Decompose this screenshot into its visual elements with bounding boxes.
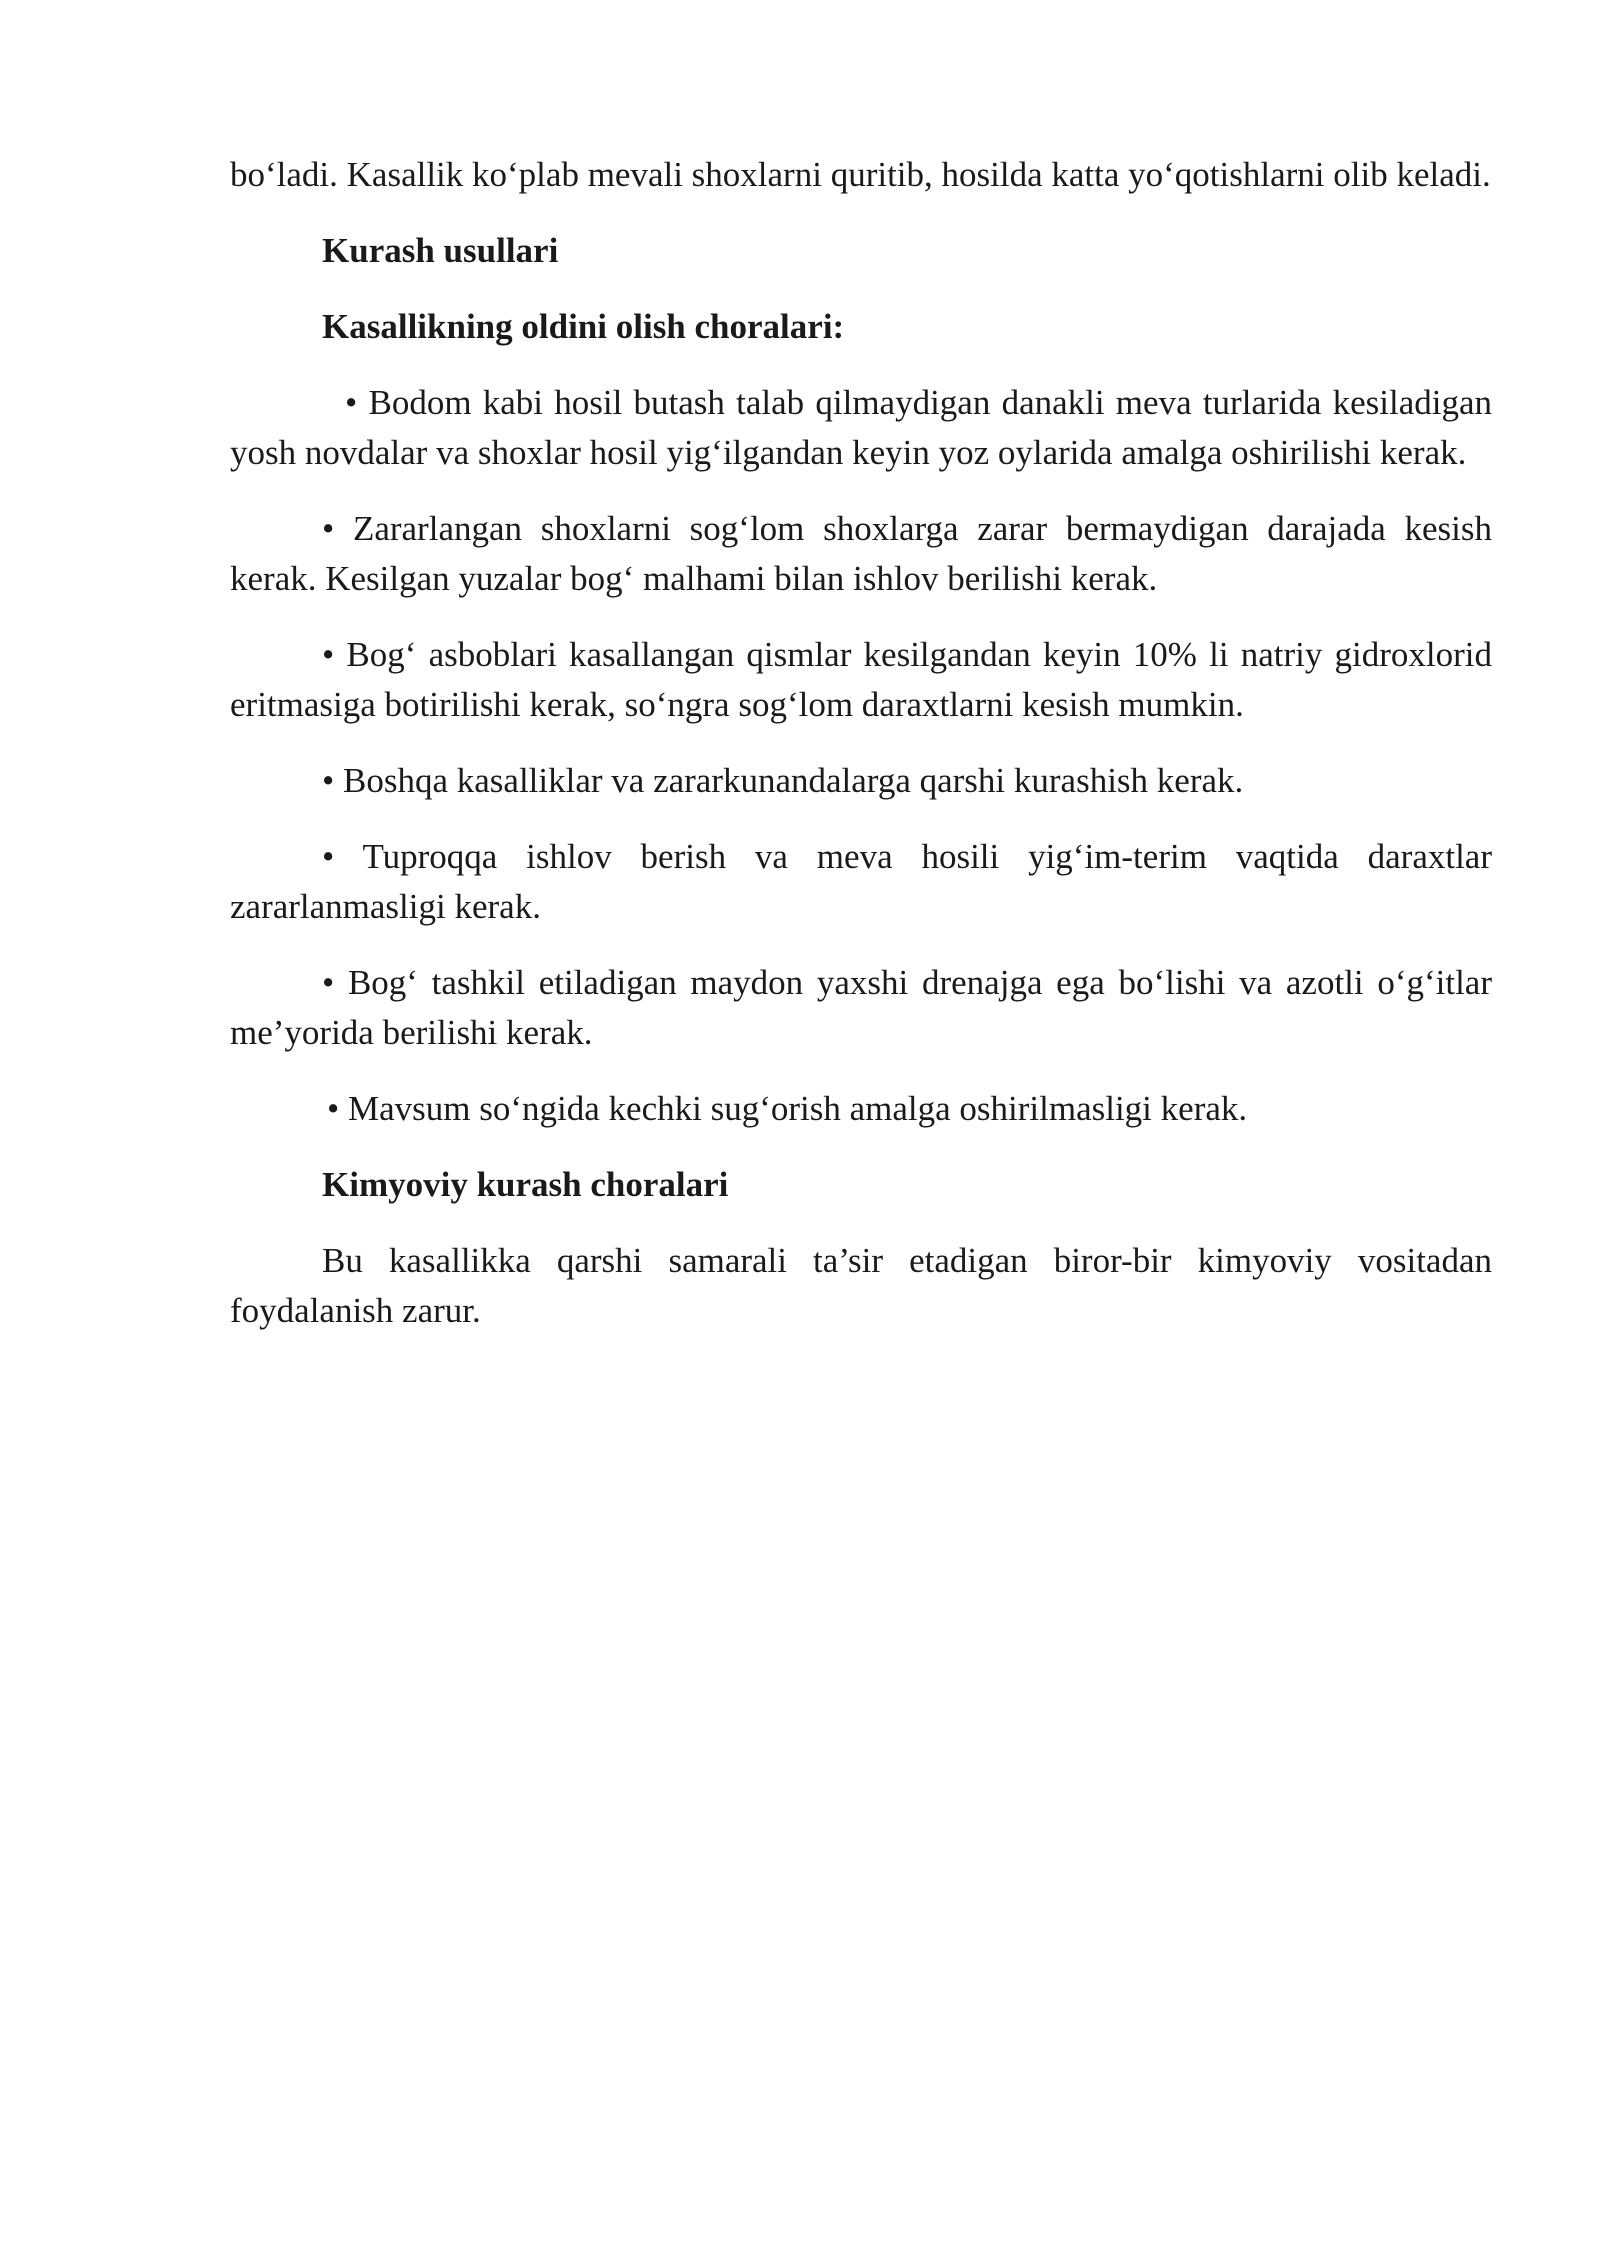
intro-paragraph: bo‘ladi. Kasallik ko‘plab mevali shoxlarni quritib, hosilda katta yo‘qotishlarni olib keladi. [230, 155, 1491, 194]
bullet-cut-damaged-branches: • Zararlangan shoxlarni sog‘lom shoxlarga zarar bermaydigan darajada kesish kerak. Kesilgan yuzalar bog‘ malhami bilan ishlov berilishi kerak. [230, 509, 1492, 598]
bullet-late-irrigation: • Mavsum so‘ngida kechki sug‘orish amalga oshirilmasligi kerak. [327, 1089, 1248, 1128]
bullet-pest-control: • Boshqa kasalliklar va zararkunandalarga qarshi kurashish kerak. [322, 761, 1244, 800]
bullet-disinfect-tools: • Bog‘ asboblari kasallangan qismlar kesilgandan keyin 10% li natriy gidroxlorid eritmasiga botirilishi kerak, so‘ngra sog‘lom daraxtlarni kesish mumkin. [230, 635, 1492, 724]
bullet-drainage-fertilizer: • Bog‘ tashkil etiladigan maydon yaxshi drenajga ega bo‘lishi va azotli o‘g‘itlar me’yorida berilishi kerak. [230, 963, 1492, 1052]
heading-control-methods: Kurash usullari [322, 231, 559, 270]
heading-prevention-measures: Kasallikning oldini olish choralari: [322, 307, 845, 346]
heading-chemical-measures: Kimyoviy kurash choralari [322, 1165, 729, 1204]
bullet-pruning-timing: • Bodom kabi hosil butash talab qilmaydigan danakli meva turlarida kesiladigan yosh novdalar va shoxlar hosil yig‘ilgandan keyin yoz oylarida amalga oshirilishi kerak. [230, 383, 1492, 472]
document-body [230, 150, 1492, 1362]
chemical-paragraph: Bu kasallikka qarshi samarali ta’sir etadigan biror-bir kimyoviy vositadan foydalanish zarur. [230, 1241, 1492, 1330]
bullet-avoid-tree-damage: • Tuproqqa ishlov berish va meva hosili yig‘im-terim vaqtida daraxtlar zararlanmasligi kerak. [230, 837, 1492, 926]
